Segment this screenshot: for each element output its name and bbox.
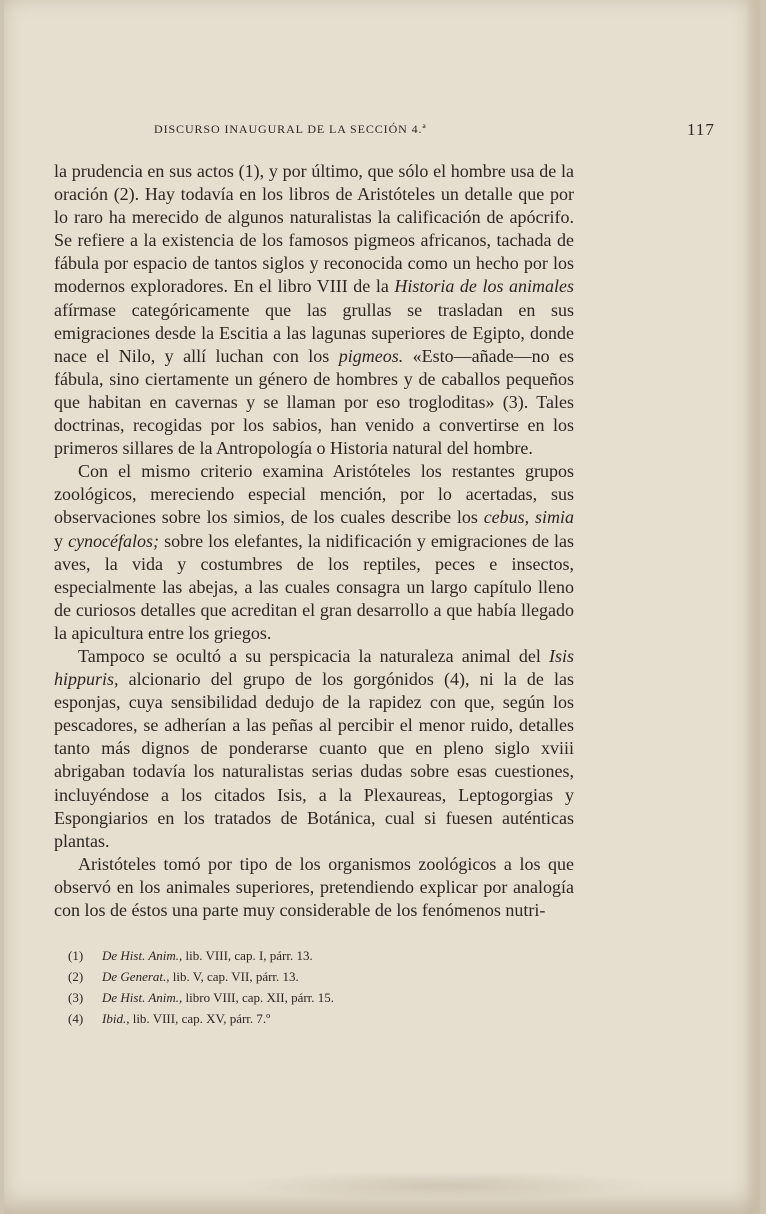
footnote	[68, 987, 488, 1008]
footnote-reference: De Generat.,	[102, 969, 170, 984]
paper-stain	[234, 1170, 654, 1200]
text-run: la prudencia en sus actos (1), y por último, que sólo el hombre usa de la oración (2). Hay todavía en los libros de Aristóteles un detalle que por lo raro ha merecido de algunos naturalistas la calificación de apócrifo. Se refiere a la existencia de los famosos pigmeos africanos, tachada de fábula por espacio de tantos siglos y reconocida como un hecho por los modernos exploradores. En el libro VIII de la	[54, 161, 574, 297]
text-run: Tampoco se ocultó a su perspicacia la naturaleza animal del	[78, 645, 549, 666]
paragraph	[54, 645, 574, 853]
paragraph	[54, 160, 574, 460]
footnote-number: (1)	[68, 948, 84, 963]
italic-run: pigmeos.	[338, 345, 404, 366]
footnote	[68, 945, 488, 966]
footnote-text: lib. V, cap. VII, párr. 13.	[169, 969, 299, 984]
footnote-number: (4)	[68, 1011, 84, 1026]
footnote-text: lib. VIII, cap. I, párr. 13.	[182, 948, 313, 963]
footnote-text: lib. VIII, cap. XV, párr. 7.º	[129, 1011, 271, 1026]
footnote-text: libro VIII, cap. XII, párr. 15.	[182, 990, 335, 1005]
text-run: Aristóteles tomó por tipo de los organismos zoológicos a los que observó en los animales superiores, pretendiendo explicar por analogía con los de éstos una parte muy considerable de los fenómenos nutri-	[54, 853, 574, 920]
book-page	[4, 0, 760, 1214]
text-run: sobre los elefantes, la nidificación y emigraciones de las aves, la vida y costumbres de los reptiles, peces e insectos, especialmente las abejas, a las cuales consagra un largo capítulo lleno de curiosos detalles que acreditan el gran desarrollo a que había llegado la apicultura entre los griegos.	[54, 530, 575, 643]
footnote	[68, 1008, 488, 1029]
body-text	[54, 160, 574, 922]
text-run: alcionario del grupo de los gorgónidos (4), ni la de las esponjas, cuya sensibilidad dedujo de la rapidez con que, según los pescadores, se adherían a las peñas al percibir el menor ruido, detalles tanto más dignos de ponderarse cuanto que en pleno siglo xviii abrigaban todavía los naturalistas serias dudas sobre esas cuestiones, incluyéndose a los citados Isis, a la Plexaureas, Leptogorgias y Espongiarios en los tratados de Botánica, cual si fuesen auténticas plantas.	[54, 669, 574, 851]
italic-run: Isis hippuris,	[54, 645, 574, 690]
italic-run: cebus, simia	[483, 507, 574, 528]
italic-run: cynocéfalos;	[68, 530, 160, 551]
text-run: y	[54, 530, 69, 551]
text-run: «Esto—añade—no es fábula, sino ciertamente un género de hombres y de caballos pequeños que habitan en cavernas y se llaman por eso trogloditas» (3). Tales doctrinas, recogidas por los sabios, han venido a convertirse en los primeros sillares de la Antropología o Historia natural del hombre.	[54, 345, 574, 459]
italic-run: Historia de los animales	[394, 276, 574, 297]
text-run: afírmase categóricamente que las grullas se trasladan en sus emigraciones desde la Escitia a las lagunas superiores de Egipto, donde nace el Nilo, y allí luchan con los	[54, 299, 574, 366]
footnote-reference: De Hist. Anim.,	[102, 990, 183, 1005]
text-run: Con el mismo criterio examina Aristóteles los restantes grupos zoológicos, mereciendo especial mención, por lo acertadas, sus observaciones sobre los simios, de los cuales describe los	[54, 461, 574, 528]
footnote-reference: Ibid.,	[102, 1011, 130, 1026]
paragraph	[54, 460, 574, 645]
footnotes	[68, 945, 488, 1029]
running-header: DISCURSO INAUGURAL DE LA SECCIÓN 4.ª	[154, 122, 427, 136]
footnote	[68, 966, 488, 987]
page-edge	[746, 0, 760, 1214]
footnote-number: (3)	[68, 990, 84, 1005]
footnote-number: (2)	[68, 969, 84, 984]
footnote-reference: De Hist. Anim.,	[102, 948, 183, 963]
page-number: 117	[687, 120, 715, 139]
paragraph	[54, 853, 574, 922]
